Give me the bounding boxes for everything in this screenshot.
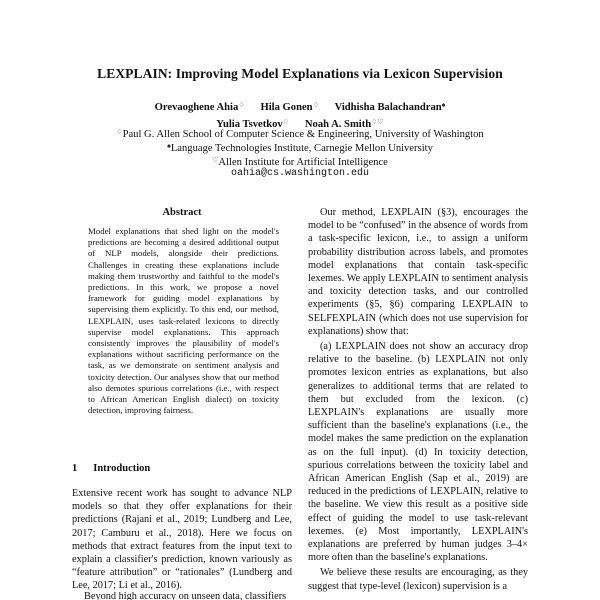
paragraph-findings: (a) LEXPLAIN does not show an accuracy drop relative to the baseline. (b) LEXPLAIN not only promotes lexicon entries as explanations, but also generalizes to additional terms that are related to them but excluded from the lexicon. (c) LEXPLAIN's explanations are usually more sufficient than the baseline's explanations (i.e., the model makes the same prediction on the explanation as on the full input). (d) In toxicity detection, spurious correlations between the toxicity label and African American English (Sap et al., 2019) are reduced in the predictions of LEXPLAIN, relative to the baseline. We view this result as a positive side effect of guiding the model to use task-relevant lexemes. (e) Most importantly, LEXPLAIN's explanations are preferred by human judges 3–4× more often than the baseline's explanations.	[308, 341, 528, 564]
author-name: Orevaoghene Ahia	[154, 102, 239, 113]
author-mark: ♢	[282, 118, 290, 126]
author-name: Yulia Tsvetkov	[216, 119, 283, 130]
section-number: 1	[72, 463, 78, 474]
affiliation-text: Paul G. Allen School of Computer Science & Engineering, University of Washington	[122, 129, 484, 140]
author-name: Hila Gonen	[260, 102, 313, 113]
author-name: Noah A. Smith	[304, 119, 372, 130]
introduction-body: Extensive recent work has sought to advance NLP models so that they offer explanations for their predictions (Rajani et al., 2019; Lundberg and Lee, 2017; Camburu et al., 2018). Here we focus on methods that extract features from the input text to explain a classifier's prediction, known variously as “feature attribution” or “rationales” (Lundberg and Lee, 2017; Li et al., 2016).	[72, 488, 292, 592]
section-heading-introduction	[72, 463, 150, 474]
affiliation-text: Allen Institute for Artificial Intelligence	[218, 157, 388, 168]
author-name: Vidhisha Balachandran	[334, 102, 442, 113]
author-mark: ♢♡	[371, 118, 384, 126]
paper-title: LEXPLAIN: Improving Model Explanations via Lexicon Supervision	[97, 66, 503, 81]
author-mark: ♠	[441, 101, 446, 109]
author-line-1	[40, 98, 560, 115]
abstract-body: Model explanations that shed light on the model's predictions are becoming a desired additional output of NLP models, alongside their predictions. Challenges in creating these explanations include making them trustworthy and faithful to the model's predictions. In this work, we propose a novel framework for guiding model explanations by supervising them explicitly. To this end, our method, LEXPLAIN, uses task-related lexicons to directly supervise model explanations. This approach consistently improves the plausibility of model's explanations without sacrificing performance on the task, as we demonstrate on sentiment analysis and toxicity detection. Our analyses show that our method also demotes spurious correlations (i.e., with respect to African American English dialect) on toxicity detection, improving fairness.	[88, 226, 279, 416]
affiliation-mark: ♢	[116, 128, 123, 136]
cutoff-text: Beyond high accuracy on unseen data, classifiers	[84, 591, 287, 600]
abstract-heading: Abstract	[162, 207, 202, 218]
right-column	[308, 206, 528, 593]
paragraph-method: Our method, LEXPLAIN (§3), encourages the model to be “confused” in the absence of words from a task-specific lexicon, i.e., to assign a uniform probability distribution across labels, and promotes model explanations that contain task-specific lexemes. We apply LEXPLAIN to sentiment analysis and toxicity detection tasks, and our controlled experiments (§5, §6) comparing LEXPLAIN to SELFEXPLAIN (which does not use supervision for explanations) show that:	[308, 207, 528, 337]
author-mark: ♢	[312, 101, 319, 109]
contact-email[interactable]: oahia@cs.washington.edu	[230, 168, 370, 179]
affiliation-text: Language Technologies Institute, Carnegie Mellon University	[170, 143, 433, 154]
author-mark: ♢	[238, 101, 245, 109]
paragraph-conclusion: We believe these results are encouraging, as they suggest that type-level (lexicon) supervision is a	[308, 567, 528, 592]
introduction-cutoff-line	[72, 590, 292, 600]
affiliation-mark: ♠	[167, 142, 171, 150]
section-title: Introduction	[93, 463, 151, 474]
affiliation-mark: ♡	[212, 156, 219, 164]
